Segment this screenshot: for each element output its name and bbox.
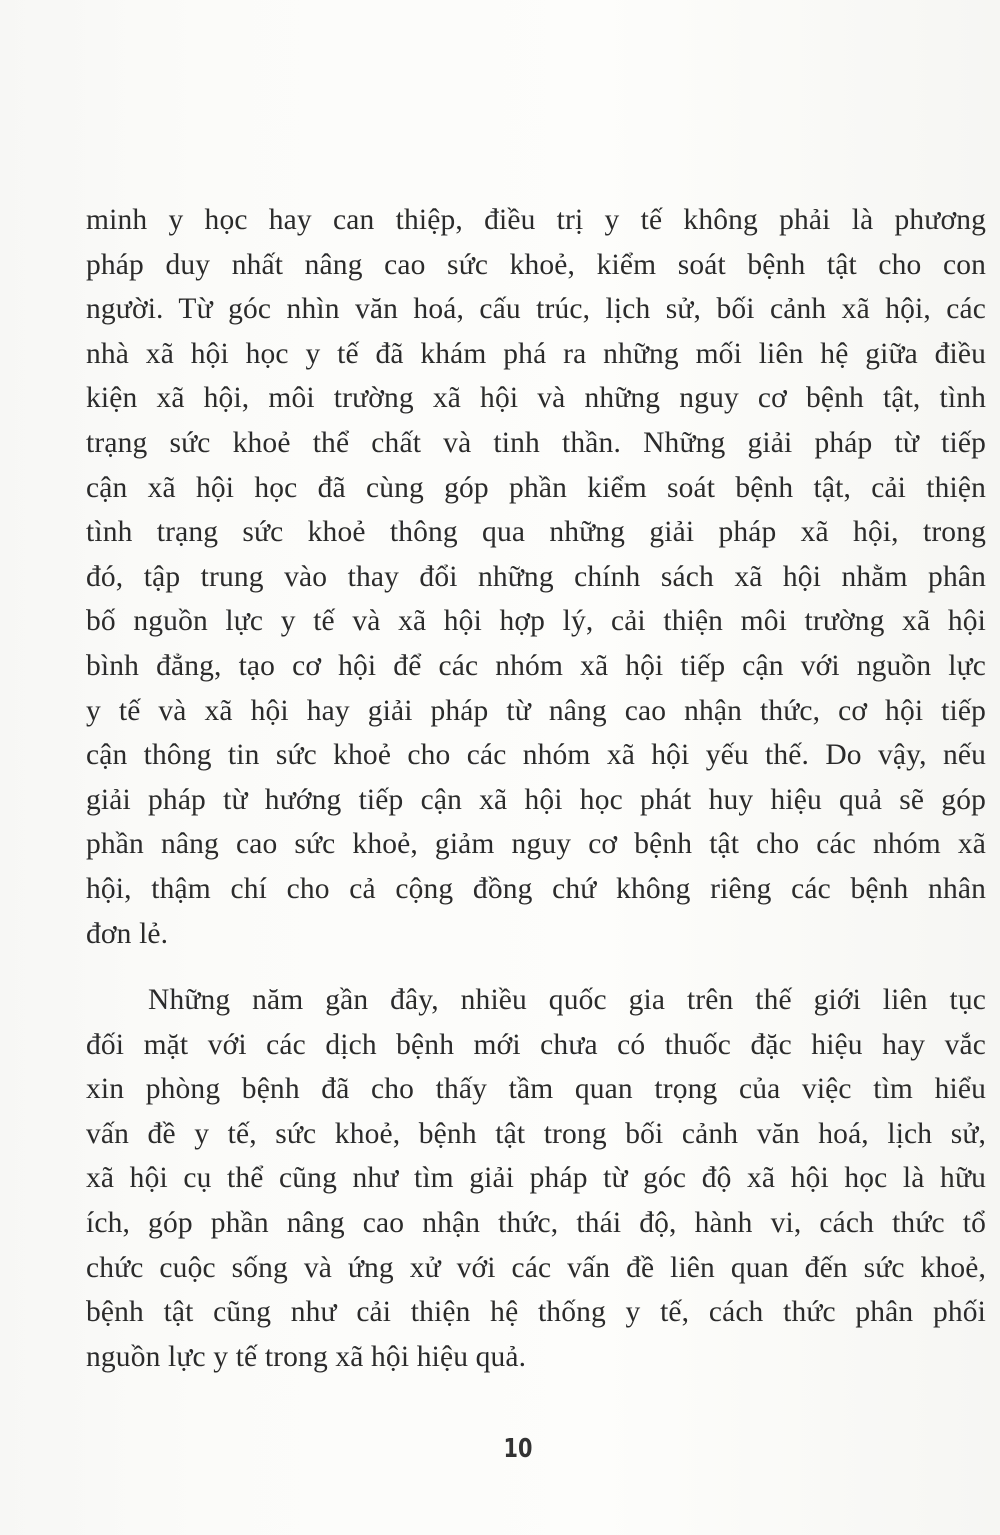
body-text [86, 198, 986, 1379]
text-line: xin phòng bệnh đã cho thấy tầm quan trọng của việc tìm hiểu [86, 1073, 986, 1106]
text-line: pháp duy nhất nâng cao sức khoẻ, kiểm soát bệnh tật cho con [86, 248, 986, 281]
text-line: chức cuộc sống và ứng xử với các vấn đề liên quan đến sức khoẻ, [86, 1251, 986, 1284]
paragraph-spacer [86, 956, 986, 978]
text-line: phần nâng cao sức khoẻ, giảm nguy cơ bệnh tật cho các nhóm xã [86, 828, 986, 861]
text-line: vấn đề y tế, sức khoẻ, bệnh tật trong bối cảnh văn hoá, lịch sử, [86, 1117, 986, 1150]
text-line: cận xã hội học đã cùng góp phần kiểm soát bệnh tật, cải thiện [86, 471, 986, 504]
text-line: y tế và xã hội hay giải pháp từ nâng cao nhận thức, cơ hội tiếp [86, 694, 986, 727]
text-line: bệnh tật cũng như cải thiện hệ thống y tế, cách thức phân phối [86, 1296, 986, 1329]
text-line: nguồn lực y tế trong xã hội hiệu quả. [86, 1340, 527, 1373]
text-line: trạng sức khoẻ thể chất và tinh thần. Những giải pháp từ tiếp [86, 426, 986, 459]
text-line: tình trạng sức khoẻ thông qua những giải pháp xã hội, trong [86, 516, 986, 549]
text-line: ích, góp phần nâng cao nhận thức, thái độ, hành vi, cách thức tổ [86, 1207, 986, 1240]
text-line: người. Từ góc nhìn văn hoá, cấu trúc, lịch sử, bối cảnh xã hội, các [86, 293, 986, 326]
text-line: đơn lẻ. [86, 917, 169, 950]
text-line-indented: Những năm gần đây, nhiều quốc gia trên thế giới liên tục [148, 984, 986, 1017]
text-line: đối mặt với các dịch bệnh mới chưa có thuốc đặc hiệu hay vắc [86, 1028, 986, 1061]
text-line: bình đẳng, tạo cơ hội để các nhóm xã hội tiếp cận với nguồn lực [86, 649, 986, 682]
text-line: kiện xã hội, môi trường xã hội và những nguy cơ bệnh tật, tình [86, 382, 986, 415]
text-line: hội, thậm chí cho cả cộng đồng chứ không riêng các bệnh nhân [86, 872, 986, 905]
text-line: bố nguồn lực y tế và xã hội hợp lý, cải thiện môi trường xã hội [86, 605, 986, 638]
text-line: cận thông tin sức khoẻ cho các nhóm xã hội yếu thế. Do vậy, nếu [86, 739, 986, 772]
paragraph-1 [86, 198, 986, 956]
text-line: đó, tập trung vào thay đổi những chính sách xã hội nhằm phân [86, 560, 986, 593]
text-line: giải pháp từ hướng tiếp cận xã hội học phát huy hiệu quả sẽ góp [86, 783, 986, 816]
page-number: 10 [503, 1434, 533, 1464]
text-line: nhà xã hội học y tế đã khám phá ra những mối liên hệ giữa điều [86, 337, 986, 370]
text-line: minh y học hay can thiệp, điều trị y tế không phải là phương [86, 204, 986, 236]
text-line: xã hội cụ thể cũng như tìm giải pháp từ góc độ xã hội học là hữu [86, 1162, 986, 1195]
paragraph-2 [86, 978, 986, 1379]
